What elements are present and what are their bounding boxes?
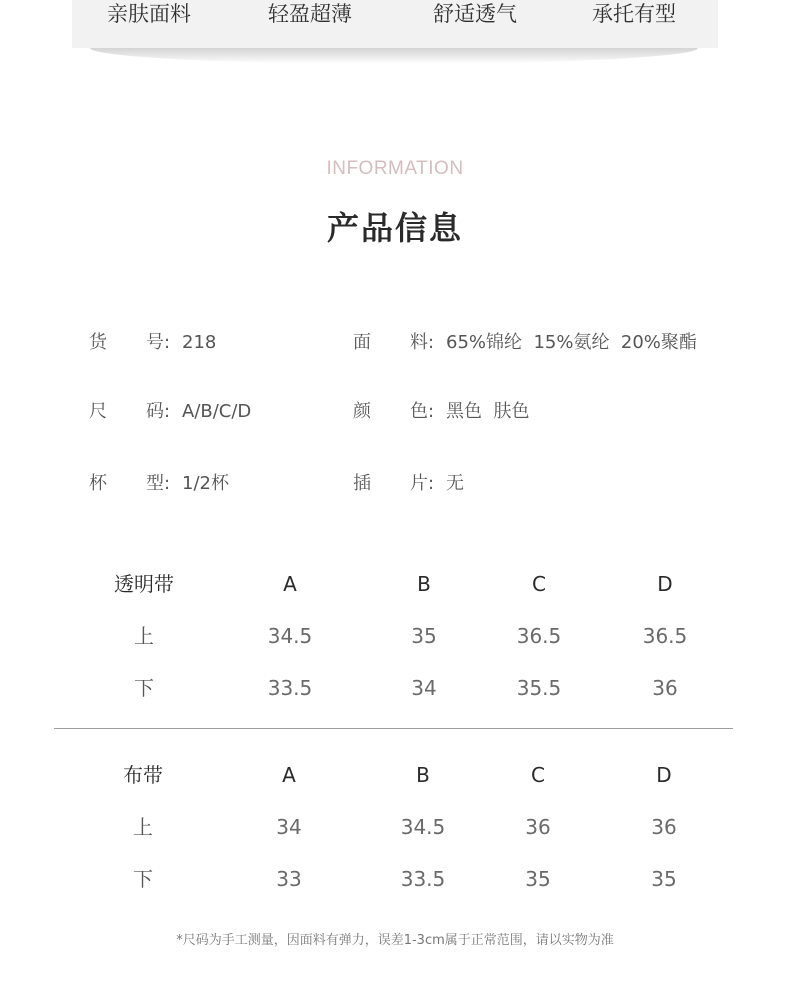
feature-breathable: 舒适透气 xyxy=(433,2,517,26)
column-header-d: D xyxy=(657,572,673,596)
section-title-en: INFORMATION xyxy=(326,158,464,179)
table-cell: 35 xyxy=(651,867,677,891)
table-cell: 33.5 xyxy=(400,867,446,891)
table-cell: 33 xyxy=(276,867,302,891)
measurement-note: *尺码为手工测量，因面料有弹力，误差1-3cm属于正常范围，请以实物为准 xyxy=(176,933,614,948)
spec-label-char: 料 xyxy=(410,332,428,353)
feature-light-thin: 轻盈超薄 xyxy=(268,2,352,26)
row-label-top: 上 xyxy=(133,815,153,839)
column-header-a: A xyxy=(283,572,297,596)
feature-support: 承托有型 xyxy=(592,2,676,26)
spec-label-char: 颜 xyxy=(353,401,371,422)
spec-label-char: 码 xyxy=(146,401,164,422)
table-cell: 36.5 xyxy=(642,624,688,648)
table-cell: 36 xyxy=(651,815,677,839)
table-cell: 34 xyxy=(276,815,302,839)
spec-label-char: 片 xyxy=(410,473,428,494)
spec-label-char: 插 xyxy=(353,473,371,494)
column-header-b: B xyxy=(416,763,430,787)
column-header-d: D xyxy=(656,763,672,787)
spec-value: 黑色 肤色 xyxy=(446,401,530,422)
table-divider xyxy=(54,728,733,729)
table-cell: 34 xyxy=(411,676,437,700)
table-cell: 36.5 xyxy=(516,624,562,648)
spec-value: 218 xyxy=(182,332,217,353)
table-cell: 35.5 xyxy=(516,676,562,700)
spec-colon: : xyxy=(428,473,435,494)
column-header-a: A xyxy=(282,763,296,787)
banner-shadow xyxy=(90,48,698,64)
spec-label-char: 型 xyxy=(146,473,164,494)
spec-label-char: 面 xyxy=(353,332,371,353)
spec-colon: : xyxy=(428,401,435,422)
spec-colon: : xyxy=(164,473,171,494)
spec-value: 1/2杯 xyxy=(182,473,229,494)
table-cell: 34.5 xyxy=(267,624,313,648)
column-header-b: B xyxy=(417,572,431,596)
spec-colon: : xyxy=(164,401,171,422)
spec-label-char: 尺 xyxy=(89,401,107,422)
spec-value: 65%锦纶 15%氨纶 20%聚酯 xyxy=(446,332,697,353)
spec-value: A/B/C/D xyxy=(182,401,252,422)
feature-skin-friendly: 亲肤面料 xyxy=(107,2,191,26)
table-cell: 35 xyxy=(525,867,551,891)
column-header-c: C xyxy=(531,763,545,787)
spec-colon: : xyxy=(428,332,435,353)
spec-label-char: 货 xyxy=(89,332,107,353)
table-name: 透明带 xyxy=(114,572,174,596)
spec-label-char: 色 xyxy=(410,401,428,422)
row-label-bottom: 下 xyxy=(133,867,153,891)
spec-label-char: 号 xyxy=(146,332,164,353)
table-cell: 36 xyxy=(652,676,678,700)
spec-label-char: 杯 xyxy=(89,473,107,494)
spec-value: 无 xyxy=(446,473,464,494)
column-header-c: C xyxy=(532,572,546,596)
table-cell: 34.5 xyxy=(400,815,446,839)
table-cell: 35 xyxy=(411,624,437,648)
table-cell: 33.5 xyxy=(267,676,313,700)
spec-colon: : xyxy=(164,332,171,353)
row-label-top: 上 xyxy=(134,624,154,648)
table-name: 布带 xyxy=(123,763,163,787)
row-label-bottom: 下 xyxy=(134,676,154,700)
section-title-cn: 产品信息 xyxy=(326,209,463,247)
table-cell: 36 xyxy=(525,815,551,839)
